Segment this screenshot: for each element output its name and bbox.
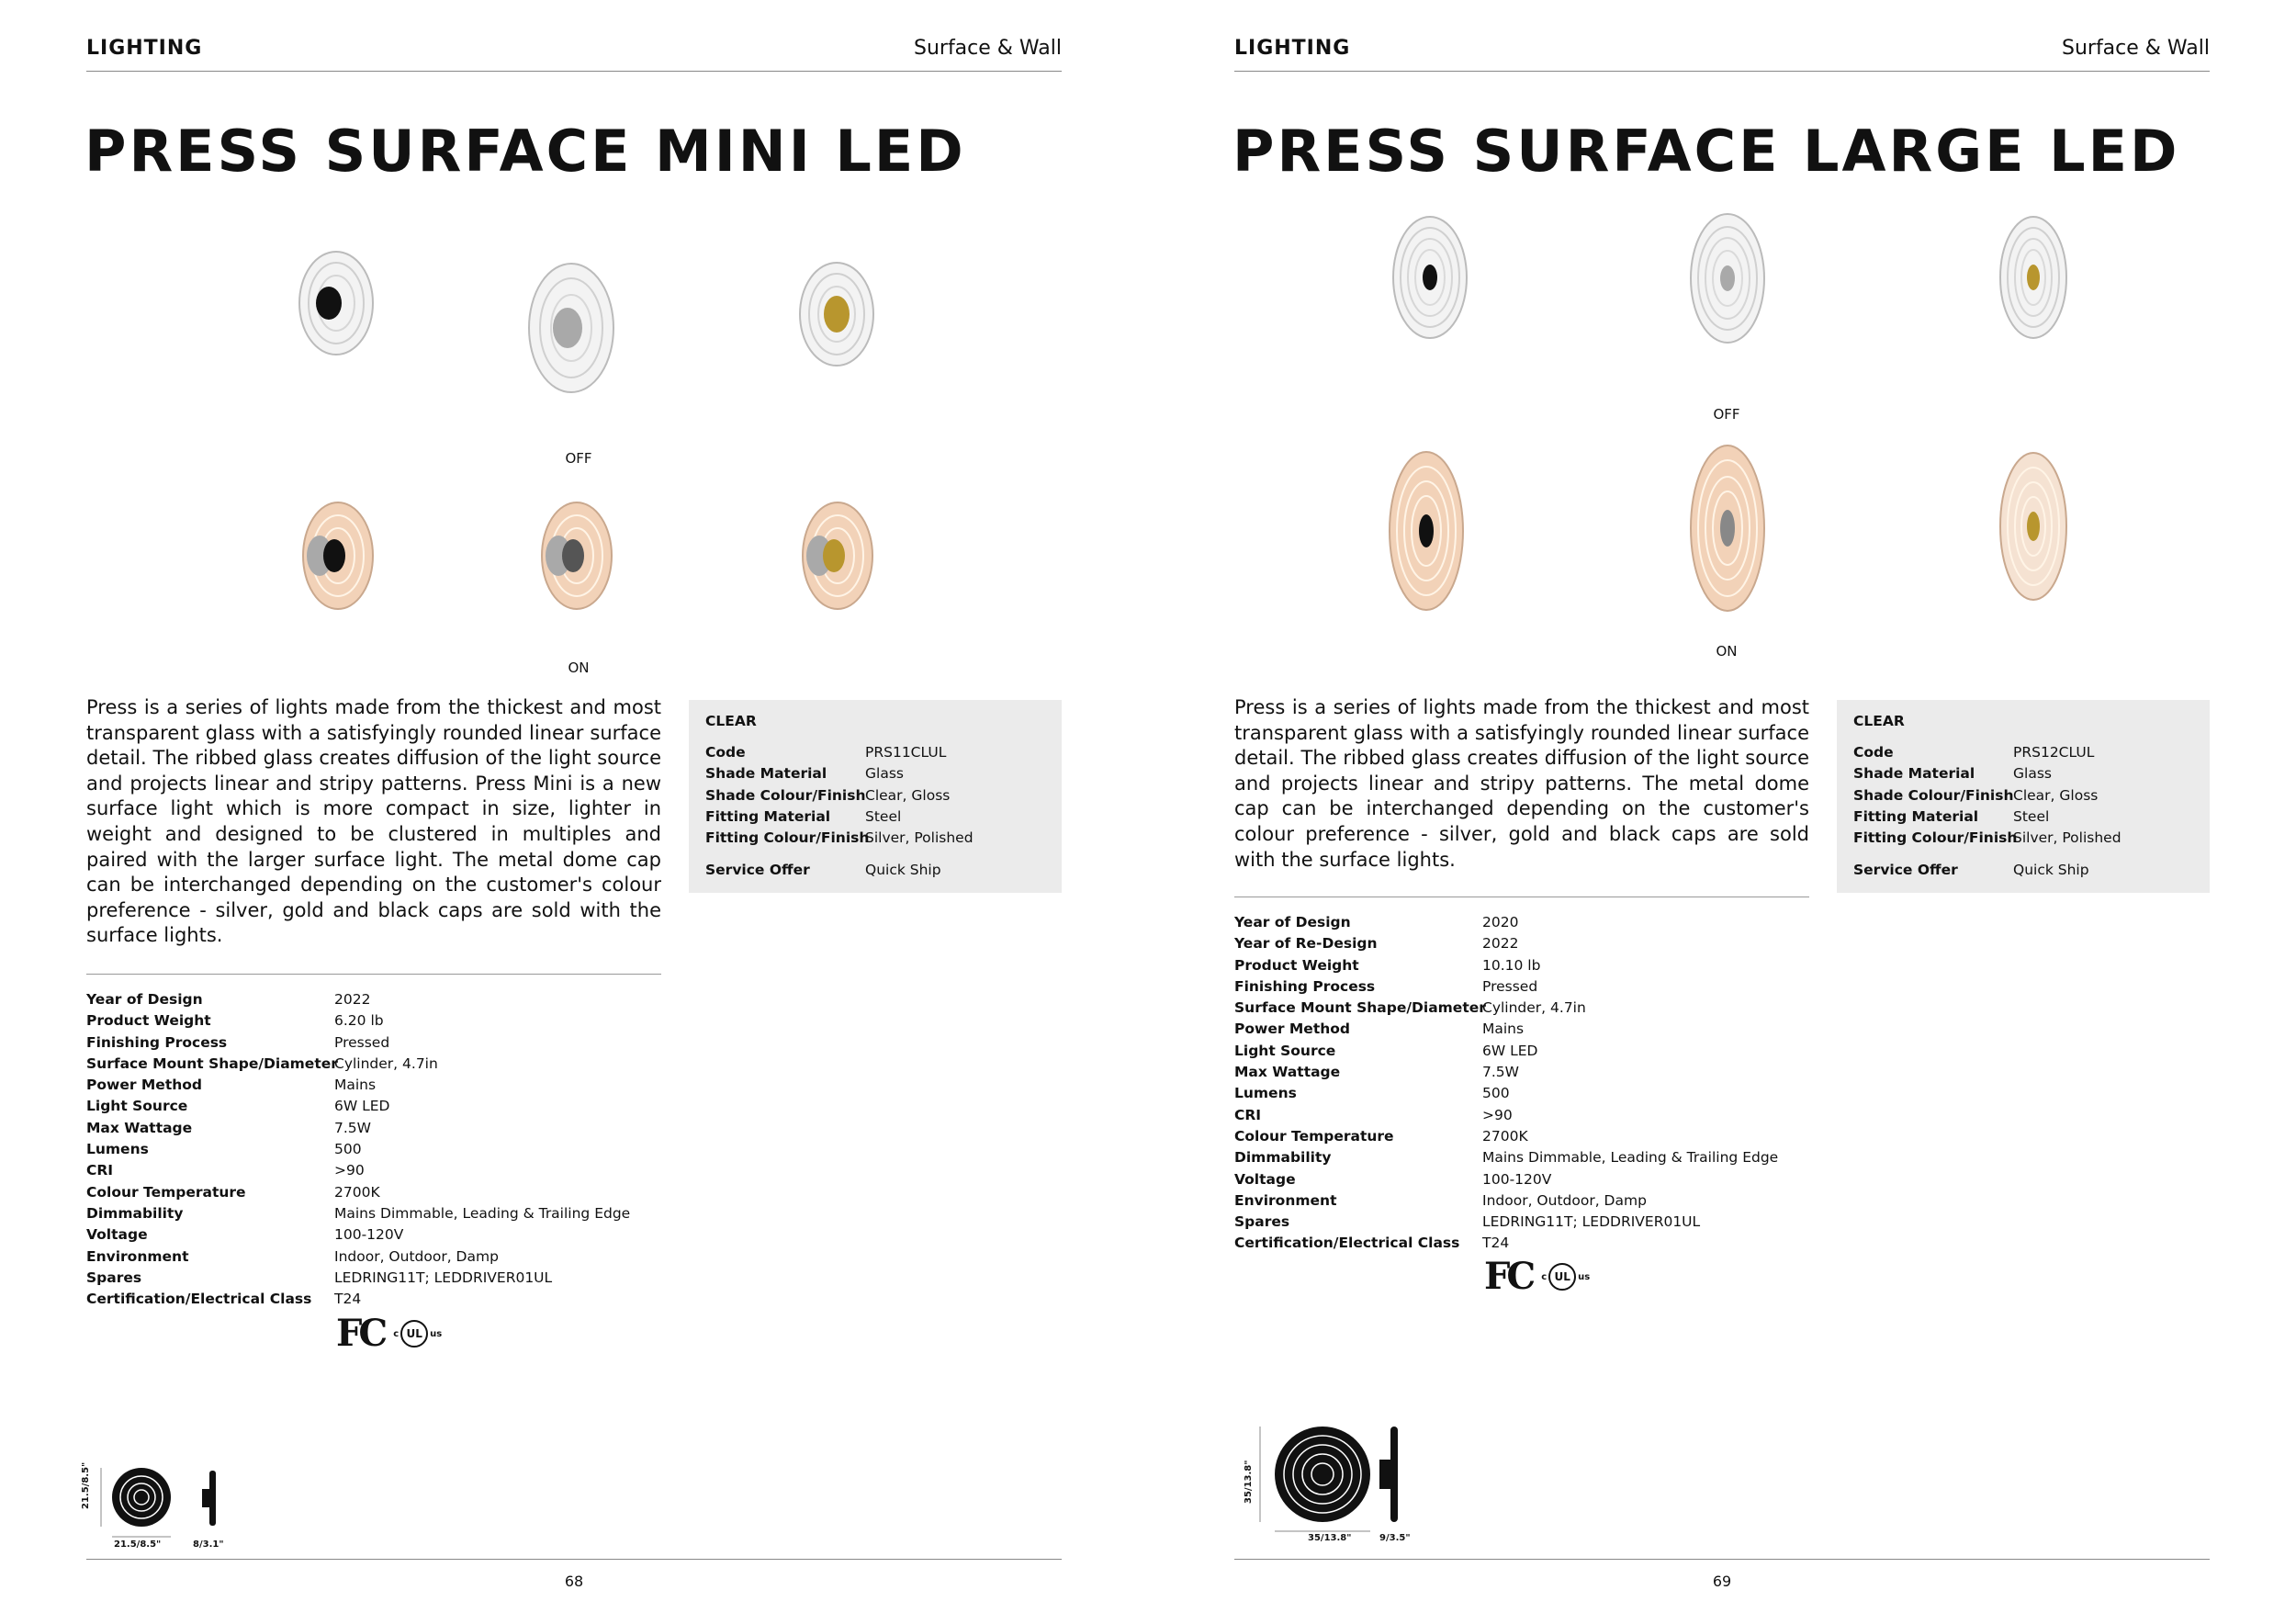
spec-row — [86, 1289, 630, 1310]
spec-row — [86, 1032, 630, 1054]
ul-circle-mark: UL — [400, 1320, 428, 1348]
variant-value: Quick Ship — [865, 862, 941, 879]
spec-row — [86, 1246, 630, 1268]
variant-spec-list — [705, 742, 974, 882]
state-label-off: OFF — [1713, 406, 1740, 423]
lamp-on-gold-cap — [1997, 448, 2070, 604]
variant-value: Silver, Polished — [2013, 829, 2122, 847]
spec-row — [1234, 1169, 1778, 1190]
spec-value: Pressed — [334, 1033, 390, 1051]
variant-row — [1853, 742, 2122, 763]
header-category: Surface & Wall — [2061, 37, 2210, 60]
spec-key: Environment — [1234, 1191, 1337, 1209]
spec-value: LEDRING11T; LEDDRIVER01UL — [334, 1269, 553, 1286]
spec-value: 500 — [334, 1141, 362, 1158]
spec-row — [1234, 1212, 1778, 1233]
spec-row — [86, 1160, 630, 1181]
spec-row — [1234, 1083, 1778, 1104]
spec-row — [1234, 976, 1778, 998]
spec-value: 7.5W — [334, 1119, 371, 1136]
variant-value: PRS12CLUL — [2013, 744, 2095, 761]
spec-value: >90 — [1482, 1106, 1513, 1123]
spec-value: 6W LED — [1482, 1042, 1538, 1059]
lamp-on-silver-cap — [531, 496, 613, 615]
variant-key: Shade Colour/Finish — [1853, 786, 2014, 804]
service-offer-row — [705, 860, 974, 881]
spec-value: 2700K — [334, 1183, 380, 1201]
ul-circle-mark: UL — [1548, 1263, 1576, 1291]
spec-row — [1234, 933, 1778, 954]
spec-key: Power Method — [1234, 1021, 1351, 1038]
variant-row — [1853, 763, 2122, 784]
header-divider — [86, 71, 1062, 72]
lamp-off-gold-cap — [1997, 213, 2070, 342]
spec-value: 100-120V — [334, 1226, 404, 1244]
product-description: Press is a series of lights made from the thickest and most transparent glass with a satisfyingly rounded linear surface detail. The ribbed glass creates diffusion of the light source and projects linear and stripy patterns. Press Mini is a new surface light which is more compact in size, lighter in weight and designed to be clustered in multiples and paired with the larger surface light. The metal dome cap can be interchanged depending on the customer's colour preference - silver, gold and black caps are sold with the surface lights. — [86, 696, 661, 947]
variant-key: Shade Material — [1853, 765, 1975, 783]
spec-key: Certification/Electrical Class — [1234, 1235, 1460, 1252]
spec-row — [86, 1268, 630, 1289]
spec-row — [1234, 1126, 1778, 1147]
variant-row — [1853, 828, 2122, 849]
spec-value: 2020 — [1482, 914, 1519, 930]
variant-key: Fitting Material — [705, 807, 831, 825]
variant-spec-list — [1853, 742, 2122, 882]
lamp-off-gold-cap — [795, 259, 878, 369]
state-label-on: ON — [568, 660, 590, 676]
page-69 — [1148, 0, 2296, 1624]
variant-row — [705, 763, 974, 784]
spec-value: T24 — [334, 1291, 362, 1308]
certification-marks — [1484, 1255, 1591, 1298]
spec-row — [86, 989, 630, 1010]
footer-divider — [1234, 1559, 2210, 1560]
variant-value: Clear, Gloss — [865, 786, 951, 804]
lamp-off-black-cap — [1389, 213, 1471, 342]
lamp-off-silver-cap — [525, 259, 617, 397]
variant-key: Code — [1853, 744, 1894, 761]
spec-value: Mains Dimmable, Leading & Trailing Edge — [1482, 1149, 1779, 1167]
spec-key: Colour Temperature — [86, 1183, 246, 1201]
spec-row — [86, 1224, 630, 1246]
variant-row — [705, 785, 974, 806]
spec-value: 500 — [1482, 1085, 1510, 1102]
spec-row — [86, 1203, 630, 1224]
header-category: Surface & Wall — [913, 37, 1062, 60]
spec-key: Light Source — [1234, 1042, 1336, 1059]
product-title: PRESS SURFACE LARGE LED — [1232, 118, 2180, 185]
spec-value: 2022 — [334, 991, 371, 1008]
lamp-on-gold-cap — [792, 496, 874, 615]
ul-logo — [393, 1320, 442, 1348]
lamp-off-silver-cap — [1686, 209, 1769, 347]
product-description: Press is a series of lights made from the thickest and most transparent glass with a satisfyingly rounded linear surface detail. The ribbed glass creates diffusion of the light source and projects linear and stripy patterns. The metal dome cap can be interchanged depending on the customer's colour preference - silver, gold and black caps are sold with the surface lights. — [1234, 696, 1809, 871]
spec-key: Voltage — [1234, 1170, 1296, 1188]
spec-value: 2022 — [1482, 935, 1519, 953]
spec-key: Spares — [1234, 1213, 1290, 1231]
variant-key: Service Offer — [1853, 862, 1958, 879]
variant-title: CLEAR — [705, 713, 757, 729]
spec-value: Pressed — [1482, 977, 1538, 995]
lamp-on-black-cap — [1385, 448, 1468, 614]
dim-height-label: 35/13.8" — [1244, 1460, 1254, 1504]
lamp-on-black-cap — [292, 496, 375, 615]
spec-value: T24 — [1482, 1235, 1510, 1252]
spec-key: Dimmability — [1234, 1149, 1332, 1167]
spec-list — [1234, 912, 1778, 1255]
spec-key: Year of Re-Design — [1234, 935, 1378, 953]
spec-key: Voltage — [86, 1226, 148, 1244]
variant-box-clear — [1837, 700, 2210, 893]
variant-row — [705, 806, 974, 828]
dim-height-label: 21.5/8.5" — [81, 1461, 91, 1509]
spec-row — [1234, 912, 1778, 933]
certification-marks — [336, 1312, 443, 1355]
spec-value: Mains — [1482, 1021, 1525, 1038]
variant-key: Fitting Colour/Finish — [1853, 829, 2018, 847]
lamp-on-silver-cap — [1686, 441, 1769, 615]
spec-value: 6.20 lb — [334, 1012, 384, 1030]
spec-key: Colour Temperature — [1234, 1127, 1394, 1145]
variant-value: Clear, Gloss — [2013, 786, 2099, 804]
spec-row — [1234, 1147, 1778, 1168]
spec-value: Mains — [334, 1077, 377, 1094]
spec-row — [1234, 1233, 1778, 1254]
ul-logo — [1541, 1263, 1590, 1291]
variant-value: Quick Ship — [2013, 862, 2089, 879]
spec-value: 7.5W — [1482, 1064, 1519, 1081]
spec-row — [1234, 998, 1778, 1019]
spec-row — [86, 1182, 630, 1203]
spec-value: Indoor, Outdoor, Damp — [1482, 1191, 1647, 1209]
header-divider — [1234, 71, 2210, 72]
lamp-off-black-cap — [292, 248, 375, 358]
spec-row — [86, 1096, 630, 1117]
spec-key: CRI — [1234, 1106, 1262, 1123]
variant-row — [1853, 806, 2122, 828]
spec-key: Power Method — [86, 1077, 203, 1094]
variant-title: CLEAR — [1853, 713, 1905, 729]
spec-key: Finishing Process — [86, 1033, 228, 1051]
ul-c-mark: c — [393, 1328, 400, 1339]
footer-divider — [86, 1559, 1062, 1560]
variant-value: PRS11CLUL — [865, 744, 947, 761]
spec-key: Year of Design — [1234, 914, 1351, 930]
variant-row — [1853, 785, 2122, 806]
spec-list — [86, 989, 630, 1310]
spec-value: 10.10 lb — [1482, 956, 1541, 974]
variant-key: Fitting Material — [1853, 807, 1979, 825]
variant-box-clear — [689, 700, 1062, 893]
variant-value: Glass — [865, 765, 904, 783]
spec-row — [86, 1075, 630, 1096]
page-number: 68 — [564, 1573, 584, 1590]
spec-row — [1234, 1190, 1778, 1212]
variant-value: Steel — [865, 807, 902, 825]
header-section: LIGHTING — [86, 37, 203, 60]
variant-value: Silver, Polished — [865, 829, 974, 847]
spec-key: Dimmability — [86, 1204, 184, 1222]
variant-key: Code — [705, 744, 746, 761]
spec-value: Indoor, Outdoor, Damp — [334, 1247, 499, 1265]
spec-key: Environment — [86, 1247, 189, 1265]
spec-key: Lumens — [86, 1141, 149, 1158]
spec-key: Certification/Electrical Class — [86, 1291, 312, 1308]
spec-row — [1234, 955, 1778, 976]
fcc-logo: FC — [336, 1312, 385, 1355]
spec-key: Year of Design — [86, 991, 203, 1008]
spec-key: Max Wattage — [1234, 1064, 1341, 1081]
variant-row — [705, 742, 974, 763]
variant-key: Service Offer — [705, 862, 810, 879]
state-label-on: ON — [1716, 643, 1738, 660]
spec-row — [86, 1118, 630, 1139]
spec-value: Cylinder, 4.7in — [334, 1054, 438, 1072]
dim-width-label: 21.5/8.5" — [114, 1539, 162, 1550]
spec-key: Product Weight — [1234, 956, 1359, 974]
spec-key: Surface Mount Shape/Diameter — [1234, 999, 1486, 1017]
header-section: LIGHTING — [1234, 37, 1351, 60]
dimension-drawing — [81, 1456, 250, 1551]
ul-c-mark: c — [1541, 1271, 1548, 1282]
fcc-logo: FC — [1484, 1255, 1533, 1298]
spec-row — [1234, 1105, 1778, 1126]
spec-value: 2700K — [1482, 1127, 1528, 1145]
service-offer-row — [1853, 860, 2122, 881]
state-label-off: OFF — [565, 450, 592, 467]
spec-value: 6W LED — [334, 1098, 390, 1115]
spec-key: CRI — [86, 1162, 114, 1179]
spec-divider — [86, 974, 661, 975]
spec-row — [86, 1010, 630, 1032]
spec-key: Lumens — [1234, 1085, 1297, 1102]
variant-key: Shade Material — [705, 765, 827, 783]
variant-value: Glass — [2013, 765, 2052, 783]
spec-value: Mains Dimmable, Leading & Trailing Edge — [334, 1204, 631, 1222]
spec-value: LEDRING11T; LEDDRIVER01UL — [1482, 1213, 1701, 1231]
page-number: 69 — [1712, 1573, 1732, 1590]
dim-depth-label: 8/3.1" — [193, 1539, 224, 1550]
spec-key: Product Weight — [86, 1012, 211, 1030]
dim-width-label: 35/13.8" — [1308, 1533, 1352, 1543]
variant-key: Fitting Colour/Finish — [705, 829, 870, 847]
spec-key: Spares — [86, 1269, 142, 1286]
spec-value: >90 — [334, 1162, 365, 1179]
dim-depth-label: 9/3.5" — [1379, 1533, 1411, 1543]
spec-key: Surface Mount Shape/Diameter — [86, 1054, 338, 1072]
spec-value: Cylinder, 4.7in — [1482, 999, 1586, 1017]
spec-row — [86, 1139, 630, 1160]
spec-key: Finishing Process — [1234, 977, 1376, 995]
spec-row — [1234, 1062, 1778, 1083]
spec-row — [86, 1054, 630, 1075]
ul-us-mark: us — [430, 1328, 443, 1339]
spec-key: Light Source — [86, 1098, 188, 1115]
spec-row — [1234, 1041, 1778, 1062]
variant-value: Steel — [2013, 807, 2050, 825]
spec-key: Max Wattage — [86, 1119, 193, 1136]
variant-key: Shade Colour/Finish — [705, 786, 866, 804]
spec-value: 100-120V — [1482, 1170, 1552, 1188]
spec-row — [1234, 1019, 1778, 1040]
product-title: PRESS SURFACE MINI LED — [84, 118, 966, 185]
ul-us-mark: us — [1578, 1271, 1591, 1282]
variant-row — [705, 828, 974, 849]
dimension-drawing — [1245, 1419, 1411, 1551]
